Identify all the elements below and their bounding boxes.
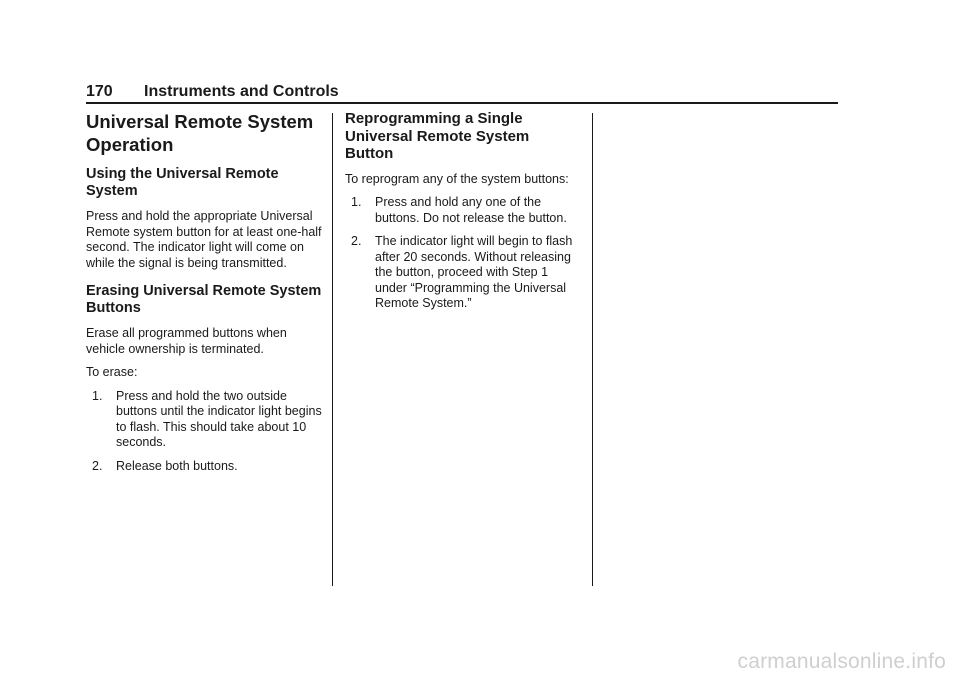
column-divider [332,113,333,586]
list-item [345,234,581,312]
list-item [345,195,581,226]
heading-reprogramming: Reprogramming a Single Universal Remote System Button [345,110,530,162]
heading-erasing-buttons: Erasing Universal Remote System Buttons [86,283,322,316]
step-number: 2. [92,458,103,473]
step-text: Press and hold any one of the buttons. Do not release the button. [375,195,567,225]
column-middle [345,110,581,320]
step-text: The indicator light will begin to flash after 20 seconds. Without releasing the button, proceed with Step 1 under “Programming the Universal Remote System.” [375,234,573,310]
section-title-universal-remote: Universal Remote System Operation [86,111,314,155]
page-header [86,83,838,104]
step-number: 1. [351,195,362,209]
watermark: carmanualsonline.info [737,650,946,673]
step-text: Release both buttons. [116,458,238,473]
reprogram-steps-list [345,195,581,312]
heading-using-remote: Using the Universal Remote System [86,166,279,199]
step-number: 1. [92,388,103,403]
step-text: Press and hold the two outside buttons until the indicator light begins to flash. This should take about 10 seconds. [116,388,322,449]
column-left [86,110,324,482]
paragraph-to-erase: To erase: [86,365,138,379]
section-title: Instruments and Controls [144,83,339,100]
list-item [86,389,324,451]
page-number: 170 [86,83,113,100]
erase-steps-list [86,389,324,475]
column-divider [592,113,593,586]
paragraph-using-remote: Press and hold the appropriate Universal Remote system button for at least one-half second. The indicator light will come on while the signal is being transmitted. [86,209,322,270]
list-item [86,459,324,475]
step-number: 2. [351,234,362,248]
paragraph-erase-info: Erase all programmed buttons when vehicle ownership is terminated. [86,326,287,356]
paragraph-reprogram-lead: To reprogram any of the system buttons: [345,171,569,186]
